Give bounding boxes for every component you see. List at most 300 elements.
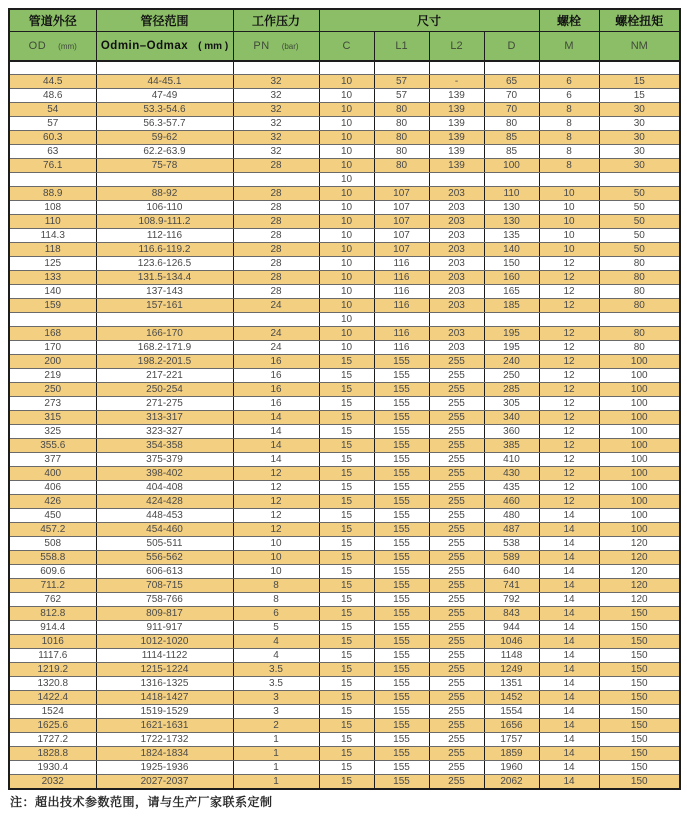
table-row [9,648,680,662]
table-cell: 80 [374,130,429,144]
table-row [9,74,680,88]
table-cell: 16 [233,396,319,410]
table-row [9,200,680,214]
table-cell: 107 [374,214,429,228]
table-cell: 10 [319,228,374,242]
table-cell: 131.5-134.4 [96,270,233,284]
table-cell: 80 [484,116,539,130]
table-cell: 88-92 [96,186,233,200]
table-cell: 12 [539,396,599,410]
table-cell: 155 [374,494,429,508]
table-cell: 155 [374,774,429,789]
table-cell: 70 [484,102,539,116]
table-cell: 1960 [484,760,539,774]
table-cell [96,172,233,186]
table-cell: 10 [319,144,374,158]
header-group-bolt-torque: 螺栓扭矩 [599,9,680,31]
table-cell: 10 [319,340,374,354]
table-body [9,61,680,789]
table-cell: 155 [374,522,429,536]
table-cell: 155 [374,732,429,746]
table-cell: 8 [233,592,319,606]
table-cell: 150 [599,774,680,789]
table-cell: 1452 [484,690,539,704]
table-cell: 30 [599,116,680,130]
table-cell: 255 [429,480,484,494]
table-cell: 457.2 [9,522,96,536]
table-row [9,620,680,634]
table-cell: 150 [599,690,680,704]
table-cell: 139 [429,116,484,130]
table-cell: 155 [374,634,429,648]
table-cell: 185 [484,298,539,312]
table-cell: 80 [599,256,680,270]
table-cell: 60.3 [9,130,96,144]
table-cell: 12 [539,452,599,466]
table-cell: 120 [599,564,680,578]
table-cell: 166-170 [96,326,233,340]
table-cell: 792 [484,592,539,606]
table-cell: 155 [374,410,429,424]
table-cell: 255 [429,746,484,760]
table-cell: 10 [539,200,599,214]
table-row [9,718,680,732]
table-cell: 255 [429,592,484,606]
table-cell: 10 [319,284,374,298]
table-cell: 54 [9,102,96,116]
table-cell: 80 [599,298,680,312]
table-cell: 8 [233,578,319,592]
table-cell: 4 [233,634,319,648]
table-cell: 255 [429,438,484,452]
table-cell: 100 [599,382,680,396]
table-cell: 812.8 [9,606,96,620]
table-row [9,536,680,550]
table-cell: 16 [233,368,319,382]
table-row [9,242,680,256]
table-cell: 10 [319,200,374,214]
table-cell: 325 [9,424,96,438]
table-cell: 100 [599,508,680,522]
table-cell: 15 [319,774,374,789]
table-cell: 116.6-119.2 [96,242,233,256]
table-cell: 10 [319,116,374,130]
table-cell: 12 [539,256,599,270]
table-cell: 12 [539,326,599,340]
header-col-m: M [539,31,599,61]
table-cell: 16 [233,354,319,368]
table-cell: 195 [484,326,539,340]
table-cell: 944 [484,620,539,634]
table-cell: 203 [429,228,484,242]
table-cell: 3.5 [233,676,319,690]
table-row [9,186,680,200]
table-cell: 10 [319,74,374,88]
table-cell: 155 [374,718,429,732]
table-cell: 1524 [9,704,96,718]
header-group-working-pressure: 工作压力 [233,9,319,31]
table-cell: 139 [429,130,484,144]
table-cell: 435 [484,480,539,494]
table-cell: 1016 [9,634,96,648]
table-row [9,102,680,116]
table-cell: 8 [539,144,599,158]
table-cell: 100 [599,354,680,368]
table-cell: 155 [374,354,429,368]
table-cell: 203 [429,200,484,214]
table-cell: 10 [319,326,374,340]
table-row [9,88,680,102]
table-cell: 107 [374,228,429,242]
table-cell: 1219.2 [9,662,96,676]
header-col-d: D [484,31,539,61]
table-cell: 460 [484,494,539,508]
table-cell: 12 [539,354,599,368]
table-cell: 10 [319,214,374,228]
table-row [9,424,680,438]
table-cell: 450 [9,508,96,522]
table-cell: 80 [599,326,680,340]
table-cell: 15 [319,494,374,508]
table-cell: 12 [539,438,599,452]
footnote: 注：超出技术参数范围，请与生产厂家联系定制 [10,794,273,809]
table-cell: 323-327 [96,424,233,438]
table-cell: 424-428 [96,494,233,508]
table-cell: 155 [374,438,429,452]
table-cell: 14 [539,536,599,550]
table-cell: 609.6 [9,564,96,578]
table-cell: 110 [9,214,96,228]
table-cell: 240 [484,354,539,368]
table-cell: 12 [539,270,599,284]
table-row [9,144,680,158]
table-cell: 120 [599,578,680,592]
table-cell [9,312,96,326]
table-cell: 155 [374,550,429,564]
table-cell: 12 [539,466,599,480]
table-row [9,676,680,690]
table-cell: 12 [539,368,599,382]
table-cell: 255 [429,410,484,424]
table-cell: 110 [484,186,539,200]
header-group-bolt: 螺栓 [539,9,599,31]
table-cell: 15 [319,480,374,494]
table-cell: 155 [374,396,429,410]
table-cell: 80 [374,158,429,172]
table-cell: 360 [484,424,539,438]
table-cell: 14 [539,522,599,536]
table-cell: 155 [374,704,429,718]
table-cell: 255 [429,662,484,676]
table-row [9,368,680,382]
table-cell: 80 [374,144,429,158]
table-cell: 14 [233,410,319,424]
table-cell: 10 [319,242,374,256]
table-cell: 57 [374,88,429,102]
table-cell: 28 [233,228,319,242]
table-cell: 3 [233,704,319,718]
table-cell: 708-715 [96,578,233,592]
table-cell: 155 [374,480,429,494]
table-row [9,522,680,536]
table-cell [599,61,680,74]
table-cell: 123.6-126.5 [96,256,233,270]
table-cell: 1859 [484,746,539,760]
table-cell: 125 [9,256,96,270]
table-cell: 24 [233,340,319,354]
table-cell: 155 [374,592,429,606]
table-row [9,340,680,354]
table-cell: 30 [599,158,680,172]
table-cell: 255 [429,564,484,578]
table-cell: 15 [319,452,374,466]
table-cell: 28 [233,200,319,214]
table-cell: 255 [429,578,484,592]
table-cell: 8 [539,130,599,144]
table-cell: 10 [233,536,319,550]
table-cell: 556-562 [96,550,233,564]
table-cell: 12 [539,340,599,354]
table-cell: 14 [539,508,599,522]
table-cell: 203 [429,284,484,298]
table-cell: 203 [429,186,484,200]
table-cell: 219 [9,368,96,382]
table-cell [9,61,96,74]
table-cell [319,61,374,74]
table-cell [374,61,429,74]
table-cell: 150 [599,620,680,634]
table-cell: 15 [599,74,680,88]
table-row [9,410,680,424]
table-cell: 1316-1325 [96,676,233,690]
table-cell: 44-45.1 [96,74,233,88]
table-cell [484,172,539,186]
table-cell: 50 [599,214,680,228]
table-cell: 155 [374,690,429,704]
table-cell: 203 [429,326,484,340]
table-cell: 273 [9,396,96,410]
table-cell: 32 [233,144,319,158]
table-cell: 15 [319,648,374,662]
header-col-pn [233,31,319,61]
table-cell: 15 [319,676,374,690]
table-cell: 150 [484,256,539,270]
table-cell: 15 [599,88,680,102]
table-cell: 100 [599,466,680,480]
table-cell: 65 [484,74,539,88]
table-cell: 1930.4 [9,760,96,774]
table-cell: 255 [429,620,484,634]
table-row [9,494,680,508]
table-row [9,312,680,326]
table-cell: 116 [374,270,429,284]
table-cell: 14 [233,452,319,466]
table-cell: 159 [9,298,96,312]
table-cell: 150 [599,718,680,732]
table-row [9,452,680,466]
table-cell: 809-817 [96,606,233,620]
table-cell: 14 [539,690,599,704]
table-cell: 155 [374,382,429,396]
table-cell: 28 [233,214,319,228]
table-cell [233,61,319,74]
table-cell: 47-49 [96,88,233,102]
table-cell: 1621-1631 [96,718,233,732]
table-cell: 14 [539,774,599,789]
table-row [9,578,680,592]
table-cell: 28 [233,284,319,298]
table-cell: 155 [374,648,429,662]
table-cell: 377 [9,452,96,466]
table-cell: 10 [539,186,599,200]
table-cell: 375-379 [96,452,233,466]
table-cell: 106-110 [96,200,233,214]
table-cell: 195 [484,340,539,354]
table-cell: 75-78 [96,158,233,172]
table-cell: 255 [429,718,484,732]
table-cell [539,172,599,186]
table-cell: 198.2-201.5 [96,354,233,368]
table-cell: 15 [319,508,374,522]
table-cell: 10 [319,102,374,116]
table-cell: 1215-1224 [96,662,233,676]
table-cell: 12 [233,522,319,536]
table-cell: 57 [9,116,96,130]
table-cell: 100 [599,424,680,438]
table-cell: 14 [539,662,599,676]
table-cell: 255 [429,466,484,480]
table-cell: 12 [539,494,599,508]
table-cell: 6 [539,74,599,88]
table-row [9,116,680,130]
table-cell: 3.5 [233,662,319,676]
table-cell: 340 [484,410,539,424]
table-cell: 255 [429,690,484,704]
table-cell: 130 [484,200,539,214]
table-cell: 50 [599,242,680,256]
table-row [9,732,680,746]
table-cell: 30 [599,130,680,144]
table-cell: 10 [319,158,374,172]
table-cell: 1 [233,760,319,774]
table-cell: 354-358 [96,438,233,452]
table-row [9,396,680,410]
table-cell: 6 [539,88,599,102]
table-cell: 426 [9,494,96,508]
table-cell [539,61,599,74]
table-cell: 4 [233,648,319,662]
table-cell: 80 [374,102,429,116]
table-cell: 14 [233,438,319,452]
table-cell: 606-613 [96,564,233,578]
table-cell: 1418-1427 [96,690,233,704]
table-cell: 843 [484,606,539,620]
table-cell: 170 [9,340,96,354]
table-cell: 203 [429,214,484,228]
table-cell: 558.8 [9,550,96,564]
table-row [9,130,680,144]
header-group-dimensions: 尺寸 [319,9,539,31]
table-cell: 133 [9,270,96,284]
table-cell: 116 [374,340,429,354]
table-cell: 1925-1936 [96,760,233,774]
table-cell: 15 [319,522,374,536]
table-cell: 114.3 [9,228,96,242]
table-cell: 12 [539,424,599,438]
table-cell: 385 [484,438,539,452]
table-cell: 100 [599,368,680,382]
table-cell [429,61,484,74]
table-cell: 100 [599,396,680,410]
table-cell: 255 [429,676,484,690]
table-cell: 1656 [484,718,539,732]
table-cell: 107 [374,186,429,200]
table-row [9,690,680,704]
table-cell: 406 [9,480,96,494]
table-cell: 255 [429,508,484,522]
table-cell [233,312,319,326]
table-cell: 140 [484,242,539,256]
table-cell: 14 [539,620,599,634]
table-cell: 15 [319,592,374,606]
table-cell: 15 [319,718,374,732]
table-cell: 15 [319,620,374,634]
table-cell: 120 [599,536,680,550]
table-cell: 640 [484,564,539,578]
table-cell: 400 [9,466,96,480]
table-cell: 155 [374,606,429,620]
table-cell: 112-116 [96,228,233,242]
table-cell: 150 [599,662,680,676]
table-cell: 28 [233,242,319,256]
table-cell: 10 [539,242,599,256]
table-cell: 150 [599,676,680,690]
table-cell: 32 [233,116,319,130]
table-cell: 10 [539,214,599,228]
table-cell: 6 [233,606,319,620]
table-cell: 250-254 [96,382,233,396]
table-cell: 8 [539,116,599,130]
table-row [9,256,680,270]
table-cell: 50 [599,186,680,200]
table-cell: 14 [539,718,599,732]
table-cell: 430 [484,466,539,480]
table-cell: 24 [233,326,319,340]
table-cell: 200 [9,354,96,368]
table-cell: 80 [599,284,680,298]
table-cell: 155 [374,662,429,676]
table-cell: 80 [374,116,429,130]
table-cell: 15 [319,760,374,774]
table-cell: 250 [484,368,539,382]
table-cell: 255 [429,760,484,774]
table-cell: 15 [319,354,374,368]
table-cell: 155 [374,760,429,774]
table-cell: 168.2-171.9 [96,340,233,354]
table-cell: 1625.6 [9,718,96,732]
table-cell: 2062 [484,774,539,789]
table-cell: 155 [374,536,429,550]
table-cell: 448-453 [96,508,233,522]
table-cell: 711.2 [9,578,96,592]
table-cell: 53.3-54.6 [96,102,233,116]
table-cell: 5 [233,620,319,634]
table-cell [599,172,680,186]
table-cell: 255 [429,424,484,438]
table-cell: 255 [429,368,484,382]
table-cell: 255 [429,648,484,662]
table-cell: 15 [319,438,374,452]
